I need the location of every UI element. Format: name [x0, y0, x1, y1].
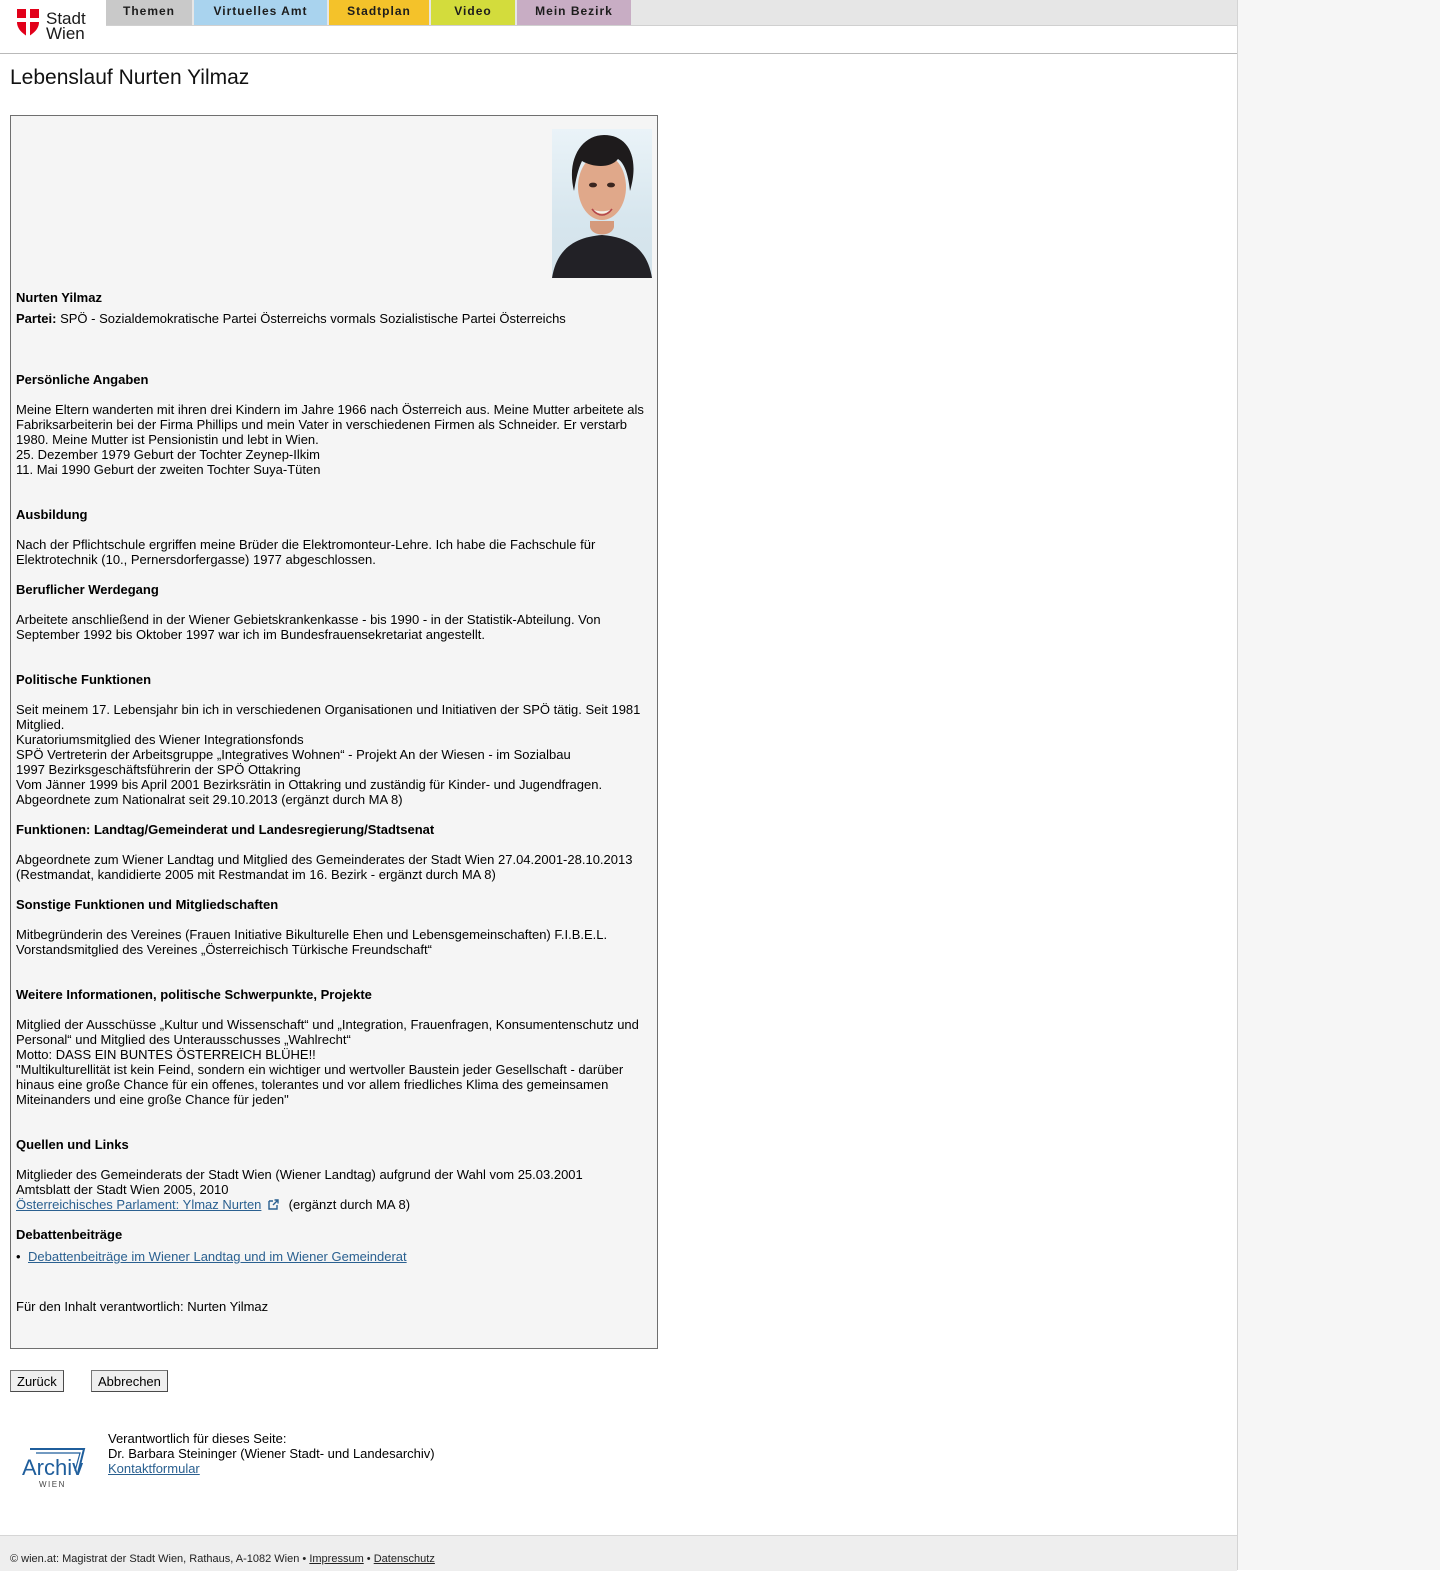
sources-line: Mitglieder des Gemeinderats der Stadt Wien (Wiener Landtag) aufgrund der Wahl vom 25.03.2001 [16, 1167, 583, 1182]
debates-list-item [16, 1249, 407, 1264]
datenschutz-link[interactable]: Datenschutz [373, 1553, 435, 1565]
responsible-label: Verantwortlich für dieses Seite: [108, 1431, 287, 1446]
logo-line-2: Wien [46, 24, 85, 43]
parliament-line [16, 1197, 410, 1212]
party-label: Partei: [16, 311, 57, 326]
political-line: SPÖ Vertreterin der Arbeitsgruppe „Integratives Wohnen“ - Projekt An der Wiesen - im Sozialbau [16, 747, 571, 762]
separator: • [363, 1553, 374, 1565]
impressum-link[interactable]: Impressum [309, 1553, 364, 1565]
site-footer [0, 1535, 1237, 1571]
wien-shield-icon [17, 9, 39, 37]
separator: • [299, 1553, 310, 1565]
further-line: Miteinanders und eine große Chance für jeden" [16, 1092, 289, 1107]
heading-further: Weitere Informationen, politische Schwerpunkte, Projekte [16, 987, 372, 1002]
contact-form-link[interactable]: Kontaktformular [108, 1461, 200, 1476]
site-header [0, 0, 1237, 54]
footer-responsible [108, 1431, 435, 1476]
tab-video[interactable]: Video [431, 0, 515, 25]
personal-line: 11. Mai 1990 Geburt der zweiten Tochter Suya-Tüten [16, 462, 321, 477]
further-line: Motto: DASS EIN BUNTES ÖSTERREICH BLÜHE!! [16, 1047, 316, 1062]
further-line: Mitglied der Ausschüsse „Kultur und Wissenschaft“ und „Integration, Frauenfragen, Konsumentenschutz und [16, 1017, 639, 1032]
party-line [16, 311, 566, 326]
other-line: Mitbegründerin des Vereines (Frauen Initiative Bikulturelle Ehen und Lebensgemeinschaften) F.I.B.E.L. [16, 927, 608, 942]
heading-sources: Quellen und Links [16, 1137, 129, 1152]
copyright: © wien.at: Magistrat der Stadt Wien, Rathaus, A-1082 Wien [10, 1553, 300, 1565]
logo-line-1: Stadt [46, 9, 86, 28]
further-line: Personal“ und Mitglied des Unterausschusses „Wahlrecht“ [16, 1032, 351, 1047]
education-line: Elektrotechnik (10., Pernersdorfergasse) 1977 abgeschlossen. [16, 552, 376, 567]
heading-other: Sonstige Funktionen und Mitgliedschaften [16, 897, 279, 912]
political-line: 1997 Bezirksgeschäftsführerin der SPÖ Ottakring [16, 762, 301, 777]
landtag-line: Abgeordnete zum Wiener Landtag und Mitglied des Gemeinderates der Stadt Wien 27.04.2001-28.10.2013 [16, 852, 633, 867]
personal-line: 25. Dezember 1979 Geburt der Tochter Zeynep-Ilkim [16, 447, 320, 462]
further-line: "Multikulturellität ist kein Feind, sondern ein wichtiger und wertvoller Baustein jeder Gesellschaft - darüber [16, 1062, 624, 1077]
tab-virtuelles-amt[interactable]: Virtuelles Amt [194, 0, 327, 25]
logo-text [46, 11, 86, 41]
heading-debates: Debattenbeiträge [16, 1227, 123, 1242]
parliament-link[interactable]: Österreichisches Parlament: Ylmaz Nurten [16, 1197, 262, 1212]
personal-line: 1980. Meine Mutter ist Pensionistin und lebt in Wien. [16, 432, 319, 447]
career-line: Arbeitete anschließend in der Wiener Gebietskrankenkasse - bis 1990 - in der Statistik-Abteilung. Von [16, 612, 601, 627]
tab-mein-bezirk[interactable]: Mein Bezirk [517, 0, 631, 25]
profile-box [10, 115, 658, 1349]
back-button[interactable]: Zurück [10, 1370, 64, 1392]
bullet-icon: • [16, 1249, 21, 1264]
page-title: Lebenslauf Nurten Yilmaz [10, 66, 250, 89]
heading-career: Beruflicher Werdegang [16, 582, 159, 597]
stadt-wien-logo[interactable] [17, 9, 107, 43]
personal-line: Fabriksarbeiterin bei der Firma Phillips und mein Vater in verschiedenen Firmen als Schneider. Er verstarb [16, 417, 628, 432]
other-line: Vorstandsmitglied des Vereines „Österreichisch Türkische Freundschaft“ [16, 942, 432, 957]
cancel-button[interactable]: Abbrechen [91, 1370, 168, 1392]
content-responsible: Für den Inhalt verantwortlich: Nurten Yilmaz [16, 1299, 269, 1314]
heading-education: Ausbildung [16, 507, 88, 522]
heading-political: Politische Funktionen [16, 672, 152, 687]
responsible-name: Dr. Barbara Steininger (Wiener Stadt- und Landesarchiv) [108, 1446, 435, 1461]
heading-personal: Persönliche Angaben [16, 372, 149, 387]
personal-line: Meine Eltern wanderten mit ihren drei Kindern im Jahre 1966 nach Österreich aus. Meine Mutter arbeitete als [16, 402, 644, 417]
archiv-word: Archiv [22, 1455, 84, 1480]
education-line: Nach der Pflichtschule ergriffen meine Brüder die Elektromonteur-Lehre. Ich habe die Fachschule für [16, 537, 596, 552]
party-value: SPÖ - Sozialdemokratische Partei Österreichs vormals Sozialistische Partei Österreichs [56, 311, 566, 326]
right-margin [1238, 0, 1440, 1570]
debates-link[interactable]: Debattenbeiträge im Wiener Landtag und im Wiener Gemeinderat [28, 1249, 407, 1264]
political-line: Mitglied. [16, 717, 65, 732]
tab-stadtplan[interactable]: Stadtplan [329, 0, 429, 25]
archiv-wien-logo[interactable] [22, 1447, 88, 1489]
footer-text [10, 1553, 435, 1565]
further-line: hinaus eine große Chance für ein offenes, tolerantes und vor allem friedliches Klima des gemeinsamen [16, 1077, 609, 1092]
career-line: September 1992 bis Oktober 1997 war ich im Bundesfrauensekretariat angestellt. [16, 627, 485, 642]
heading-landtag: Funktionen: Landtag/Gemeinderat und Landesregierung/Stadtsenat [16, 822, 435, 837]
archiv-sub: WIEN [39, 1480, 66, 1489]
political-line: Seit meinem 17. Lebensjahr bin ich in verschiedenen Organisationen und Initiativen der SPÖ tätig. Seit 1981 [16, 702, 641, 717]
external-link-icon [268, 1199, 279, 1210]
sources-line: Amtsblatt der Stadt Wien 2005, 2010 [16, 1182, 229, 1197]
portrait-photo [552, 129, 652, 278]
political-line: Vom Jänner 1999 bis April 2001 Bezirksrätin in Ottakring und zuständig für Kinder- und Jugendfragen. [16, 777, 603, 792]
political-line: Kuratoriumsmitglied des Wiener Integrationsfonds [16, 732, 304, 747]
parliament-suffix: (ergänzt durch MA 8) [288, 1197, 411, 1212]
political-line: Abgeordnete zum Nationalrat seit 29.10.2013 (ergänzt durch MA 8) [16, 792, 403, 807]
tab-themen[interactable]: Themen [106, 0, 192, 25]
profile-name: Nurten Yilmaz [16, 290, 102, 305]
landtag-line: (Restmandat, kandidierte 2005 mit Restmandat im 16. Bezirk - ergänzt durch MA 8) [16, 867, 496, 882]
